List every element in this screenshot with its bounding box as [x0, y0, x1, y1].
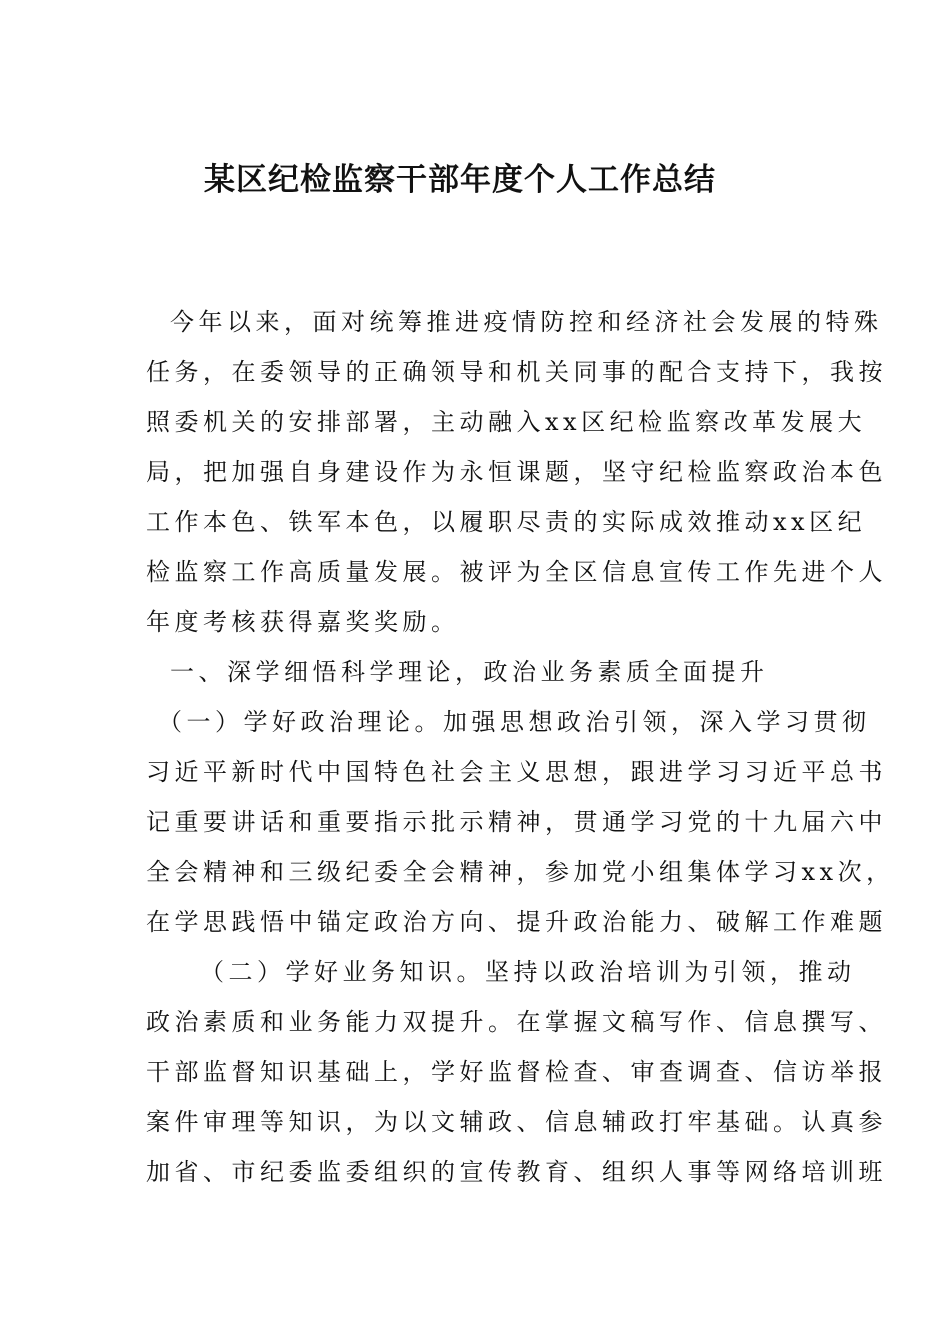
paragraph-line: 在学思践悟中锚定政治方向、提升政治能力、破解工作难题	[146, 908, 887, 936]
paragraph-line: 检监察工作高质量发展。被评为全区信息宣传工作先进个人	[146, 558, 887, 586]
paragraph-line: 今年以来，面对统筹推进疫情防控和经济社会发展的特殊	[170, 308, 883, 336]
paragraph-line: 工作本色、铁军本色，以履职尽责的实际成效推动xx区纪	[146, 508, 867, 536]
paragraph-line: 局，把加强自身建设作为永恒课题，坚守纪检监察政治本色	[146, 458, 887, 486]
subsection-line: （一）学好政治理论。加强思想政治引领，深入学习贯彻	[158, 708, 871, 736]
paragraph-line: 记重要讲话和重要指示批示精神，贯通学习党的十九届六中	[146, 808, 887, 836]
paragraph-line: 案件审理等知识，为以文辅政、信息辅政打牢基础。认真参	[146, 1108, 887, 1136]
subsection-line: （二）学好业务知识。坚持以政治培训为引领，推动	[200, 958, 856, 986]
paragraph-line: 全会精神和三级纪委全会精神，参加党小组集体学习xx次，	[146, 858, 895, 886]
paragraph-line: 年度考核获得嘉奖奖励。	[146, 608, 460, 636]
paragraph-line: 任务，在委领导的正确领导和机关同事的配合支持下，我按	[146, 358, 887, 386]
section-heading: 一、深学细悟科学理论，政治业务素质全面提升	[170, 658, 769, 686]
document-body	[146, 304, 895, 1204]
document-title: 某区纪检监察干部年度个人工作总结	[204, 162, 716, 198]
paragraph-line: 加省、市纪委监委组织的宣传教育、组织人事等网络培训班	[146, 1158, 887, 1186]
paragraph-line: 习近平新时代中国特色社会主义思想，跟进学习习近平总书	[146, 758, 887, 786]
paragraph-line: 政治素质和业务能力双提升。在掌握文稿写作、信息撰写、	[146, 1008, 887, 1036]
paragraph-line: 照委机关的安排部署，主动融入xx区纪检监察改革发展大	[146, 408, 867, 436]
paragraph-line: 干部监督知识基础上，学好监督检查、审查调查、信访举报	[146, 1058, 887, 1086]
